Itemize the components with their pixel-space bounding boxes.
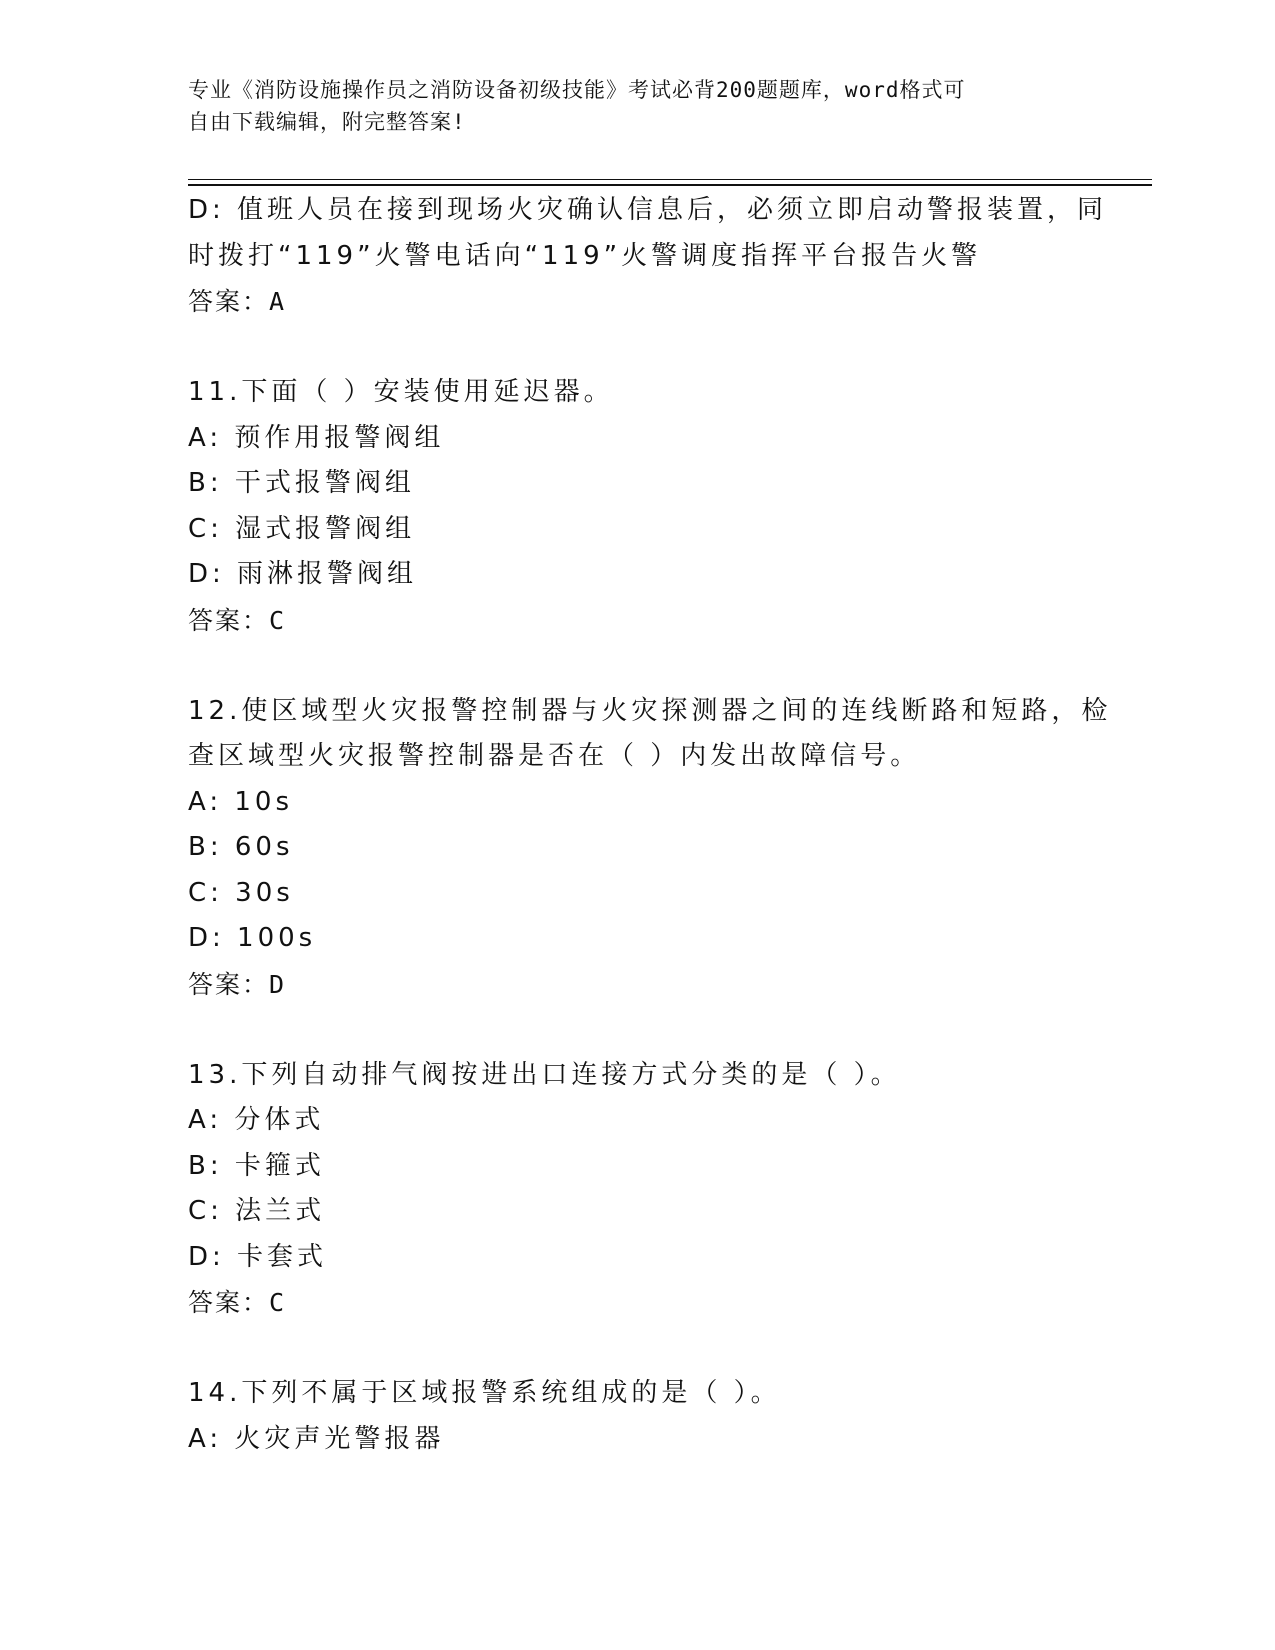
option-c: C: 湿式报警阀组 xyxy=(188,513,416,544)
question-13 xyxy=(188,1053,1088,1326)
option-d: D: 卡套式 xyxy=(188,1241,328,1272)
question-stem: 14.下列不属于区域报警系统组成的是（ ）。 xyxy=(188,1378,781,1408)
question-stem: 11.下面（ ）安装使用延迟器。 xyxy=(188,377,614,407)
header-rule-thin xyxy=(188,179,1152,180)
header-line-1: 专业《消防设施操作员之消防设备初级技能》考试必背200题题库，word格式可 xyxy=(188,78,966,102)
header-rule-thick xyxy=(188,184,1152,186)
option-b: B: 60s xyxy=(188,832,294,862)
answer: 答案：C xyxy=(188,1288,287,1317)
question-11 xyxy=(188,370,1088,643)
document-header xyxy=(188,74,1088,138)
option-c: C: 30s xyxy=(188,877,294,908)
option-a: A: 火灾声光警报器 xyxy=(188,1423,445,1454)
option-a: A: 10s xyxy=(188,786,293,817)
answer: 答案：D xyxy=(188,969,287,999)
question-stem: 13.下列自动排气阀按进出口连接方式分类的是（ ）。 xyxy=(188,1059,901,1090)
question-stem-line-2: 查区域型火灾报警控制器是否在（ ）内发出故障信号。 xyxy=(188,741,921,771)
option-c: C: 法兰式 xyxy=(188,1196,326,1226)
option-d: D: 雨淋报警阀组 xyxy=(188,559,418,589)
option-d-line-1: D: 值班人员在接到现场火灾确认信息后，必须立即启动警报装置，同 xyxy=(188,195,1108,225)
option-b: B: 卡箍式 xyxy=(188,1150,325,1181)
option-d: D: 100s xyxy=(188,923,317,953)
question-14 xyxy=(188,1371,1088,1462)
option-d-line-2: 时拨打“119”火警电话向“119”火警调度指挥平台报告火警 xyxy=(188,240,982,271)
option-b: B: 干式报警阀组 xyxy=(188,468,415,498)
question-stem-line-1: 12.使区域型火灾报警控制器与火灾探测器之间的连线断路和短路，检 xyxy=(188,695,1112,726)
question-12 xyxy=(188,689,1112,1008)
question-list xyxy=(188,188,1112,1462)
header-line-2: 自由下载编辑，附完整答案! xyxy=(188,110,466,134)
question-10-tail xyxy=(188,188,1108,325)
answer: 答案：C xyxy=(188,605,287,635)
option-a: A: 分体式 xyxy=(188,1105,325,1135)
answer: 答案：A xyxy=(188,287,287,316)
option-a: A: 预作用报警阀组 xyxy=(188,422,445,453)
